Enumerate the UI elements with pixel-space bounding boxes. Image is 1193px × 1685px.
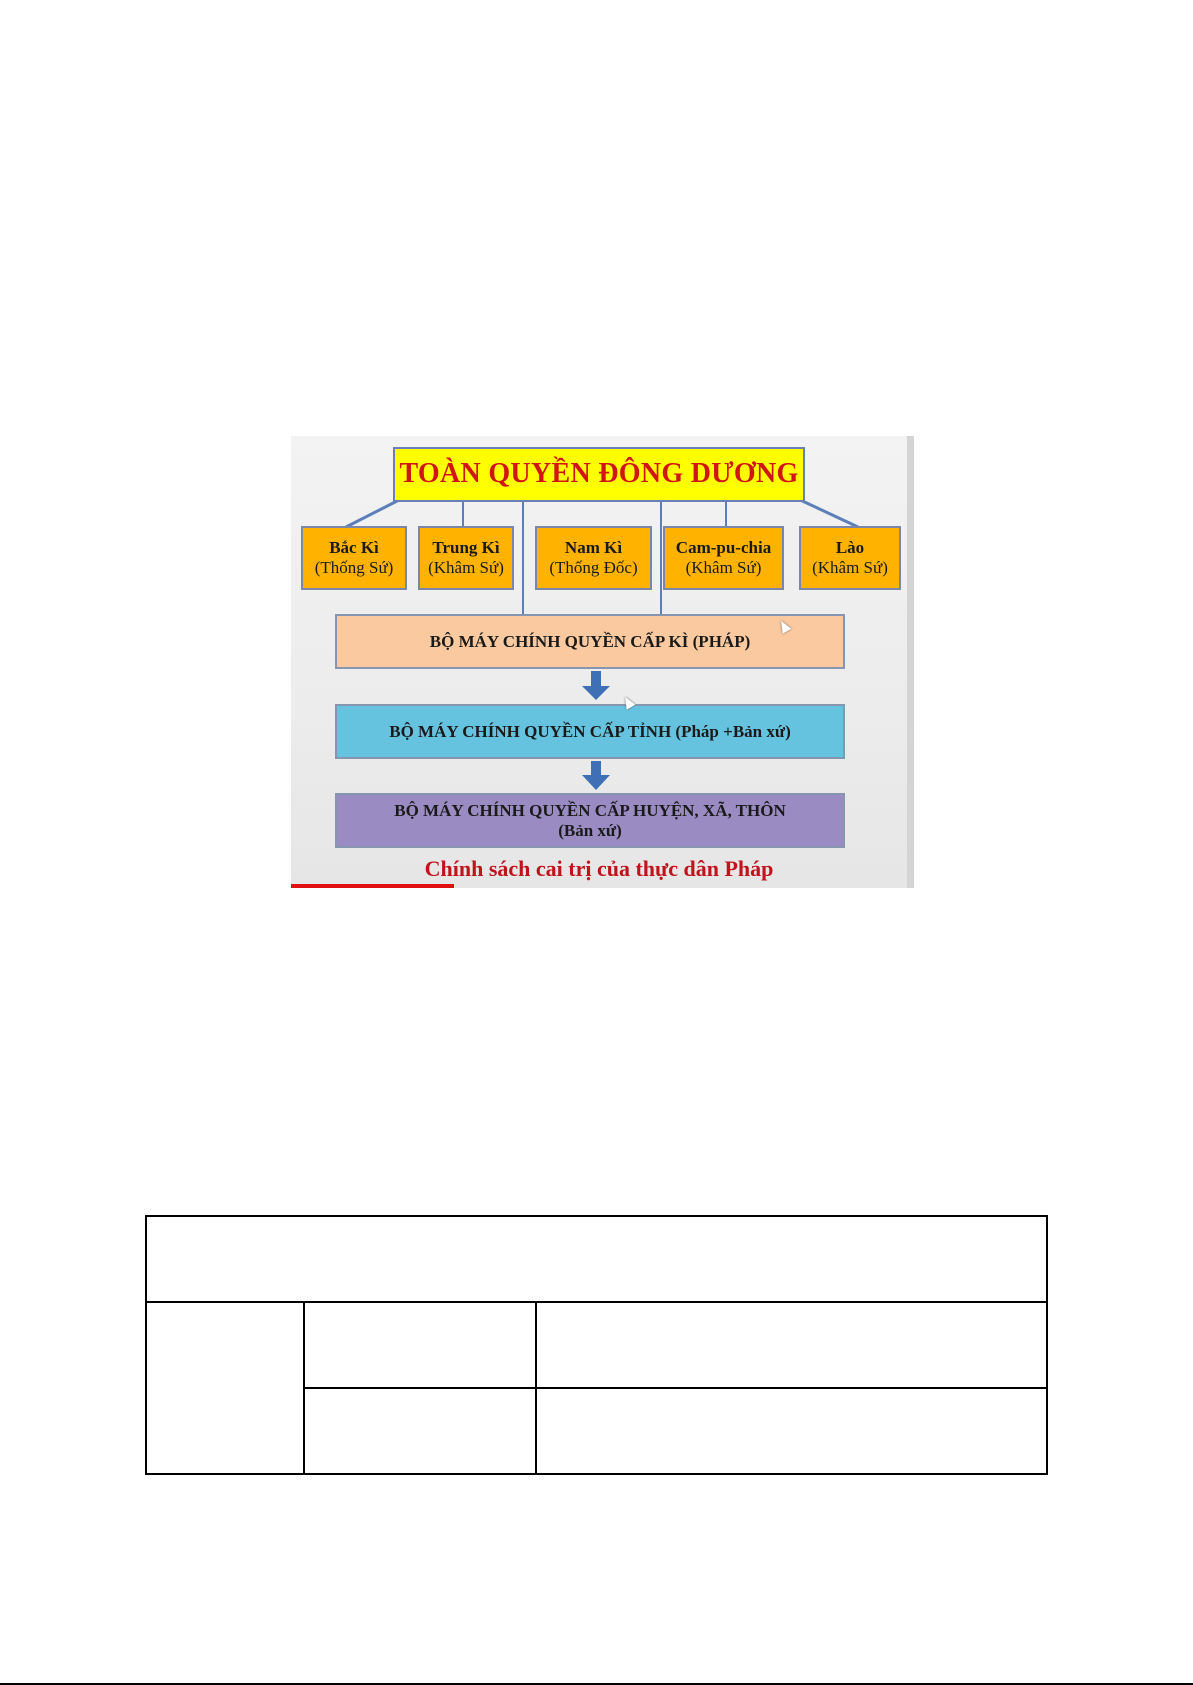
region-role: (Khâm Sứ) <box>812 558 888 577</box>
slide-caption: Chính sách cai trị của thực dân Pháp <box>424 856 774 881</box>
region-name: Nam Kì <box>564 538 623 558</box>
arrow-down-icon <box>582 761 610 790</box>
level-box-tinh <box>335 704 845 759</box>
region-box-nam-ki <box>535 526 652 590</box>
region-role: (Khâm Sứ) <box>685 558 762 577</box>
region-name: Trung Kì <box>432 538 500 558</box>
arrow-down-icon <box>582 671 610 700</box>
region-role: (Thống Sứ) <box>314 558 394 577</box>
region-box-bac-ki <box>301 526 407 590</box>
region-role: (Thống Đốc) <box>549 558 638 577</box>
region-box-trung-ki <box>418 526 514 590</box>
table-cell[interactable] <box>304 1302 536 1388</box>
level-label: BỘ MÁY CHÍNH QUYỀN CẤP TỈNH (Pháp +Bản xứ) <box>389 721 791 741</box>
table-cell[interactable] <box>304 1388 536 1474</box>
level-label: BỘ MÁY CHÍNH QUYỀN CẤP KÌ (PHÁP) <box>429 631 751 651</box>
level-box-huyen-xa-thon <box>335 793 845 848</box>
table-header-cell[interactable] <box>146 1216 1047 1302</box>
table-row <box>146 1302 1047 1388</box>
empty-table <box>145 1215 1048 1475</box>
region-name: Cam-pu-chia <box>675 538 772 558</box>
table-header-row <box>146 1216 1047 1302</box>
governor-general-title: TOÀN QUYỀN ĐÔNG DƯƠNG <box>399 458 799 490</box>
region-box-cam-pu-chia <box>663 526 784 590</box>
region-role: (Khâm Sứ) <box>428 558 504 577</box>
level-box-ki <box>335 614 845 669</box>
table-cell[interactable] <box>536 1302 1047 1388</box>
table-cell[interactable] <box>146 1302 304 1474</box>
slide-edge <box>907 436 914 888</box>
video-progress-bar <box>291 884 454 888</box>
region-box-lao <box>799 526 901 590</box>
table-cell[interactable] <box>536 1388 1047 1474</box>
level-label: BỘ MÁY CHÍNH QUYỀN CẤP HUYỆN, XÃ, THÔN <box>394 800 786 820</box>
org-chart-slide-image <box>291 436 914 888</box>
region-name: Lào <box>835 538 865 558</box>
level-sublabel: (Bản xứ) <box>558 820 622 840</box>
region-name: Bắc Kì <box>329 538 379 558</box>
governor-general-box <box>393 447 805 502</box>
